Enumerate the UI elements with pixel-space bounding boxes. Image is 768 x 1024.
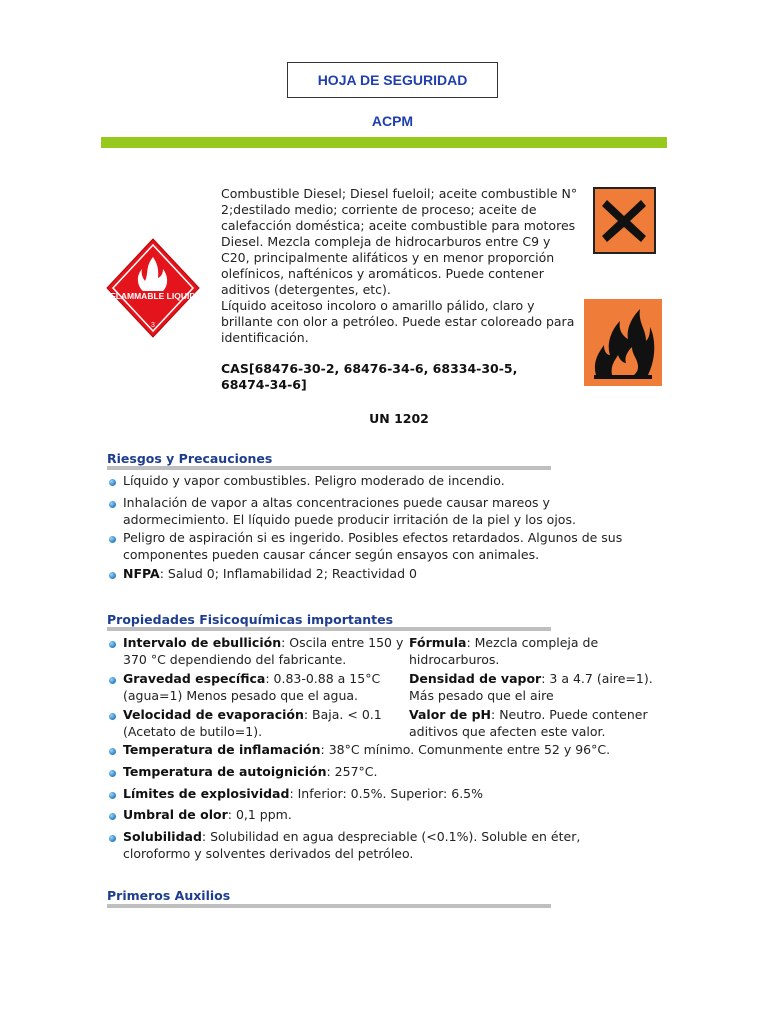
property-specific-gravity: Gravedad específica: 0.83-0.88 a 15°C (agua=1) Menos pesado que el agua. xyxy=(123,671,381,703)
bullet-icon xyxy=(109,677,116,684)
section-divider xyxy=(107,627,551,631)
document-title: HOJA DE SEGURIDAD xyxy=(287,62,498,98)
un-number: UN 1202 xyxy=(369,411,429,426)
list-item-nfpa xyxy=(123,565,523,582)
section-divider xyxy=(107,904,551,908)
diamond-label: FLAMMABLE LIQUID xyxy=(110,291,196,301)
nfpa-value: : Salud 0; Inflamabilidad 2; Reactividad 0 xyxy=(159,566,417,581)
bullet-icon xyxy=(109,641,116,648)
list-item: Líquido y vapor combustibles. Peligro moderado de incendio. xyxy=(123,473,505,488)
flammable-liquid-diamond-icon xyxy=(105,237,201,339)
section-title-primeros-auxilios: Primeros Auxilios xyxy=(107,888,231,903)
bullet-icon xyxy=(109,792,116,799)
description-paragraph: Combustible Diesel; Diesel fueloil; aceite combustible N° 2;destilado medio; corriente de proceso; aceite de calefacción doméstica; aceite combustible para motores Diesel. Mezcla compleja de hidrocarburos entre C9 y C20, principalmente alifáticos y en menor proporción olefínicos, nafténicos y aromáticos. Puede contener aditivos (detergentes, etc). xyxy=(221,186,578,297)
section-divider xyxy=(107,466,551,470)
property-boiling-range: Intervalo de ebullición: Oscila entre 150 y 370 °C dependiendo del fabricante. xyxy=(123,635,404,667)
property-formula: Fórmula: Mezcla compleja de hidrocarburos. xyxy=(409,635,599,667)
harmful-x-icon xyxy=(593,187,656,254)
accent-divider xyxy=(101,137,667,148)
nfpa-label: NFPA xyxy=(123,566,160,581)
bullet-icon xyxy=(109,536,116,543)
bullet-icon xyxy=(109,572,116,579)
property-ph: Valor de pH: Neutro. Puede contener aditivos que afecten este valor. xyxy=(409,707,648,739)
list-item: Inhalación de vapor a altas concentraciones puede causar mareos y adormecimiento. El líquido puede producir irritación de la piel y los ojos. xyxy=(123,495,576,527)
product-description xyxy=(221,186,581,346)
bullet-icon xyxy=(109,713,116,720)
bullet-icon xyxy=(109,748,116,755)
cas-numbers: CAS[68476-30-2, 68476-34-6, 68334-30-5, 68474-34-6] xyxy=(221,361,518,392)
bullet-icon xyxy=(109,813,116,820)
section-title-propiedades: Propiedades Fisicoquímicas importantes xyxy=(107,612,394,627)
property-evaporation-rate: Velocidad de evaporación: Baja. < 0.1 (Acetato de butilo=1). xyxy=(123,707,382,739)
property-autoignition: Temperatura de autoignición: 257°C. xyxy=(123,764,378,779)
flame-icon xyxy=(584,299,662,386)
bullet-icon xyxy=(109,479,116,486)
document-subtitle: ACPM xyxy=(371,113,414,129)
bullet-icon xyxy=(109,770,116,777)
bullet-icon xyxy=(109,501,116,508)
property-flash-point: Temperatura de inflamación: 38°C mínimo. Comunmente entre 52 y 96°C. xyxy=(123,742,611,757)
bullet-icon xyxy=(109,835,116,842)
appearance-paragraph: Líquido aceitoso incoloro o amarillo pálido, claro y brillante con olor a petróleo. Puede estar coloreado para identificación. xyxy=(221,298,575,345)
property-vapor-density: Densidad de vapor: 3 a 4.7 (aire=1). Más pesado que el aire xyxy=(409,671,653,703)
property-explosive-limits: Límites de explosividad: Inferior: 0.5%. Superior: 6.5% xyxy=(123,786,483,801)
property-solubility: Solubilidad: Solubilidad en agua despreciable (<0.1%). Soluble en éter, cloroformo y solventes derivados del petróleo. xyxy=(123,829,581,861)
property-odor-threshold: Umbral de olor: 0,1 ppm. xyxy=(123,807,292,822)
section-title-riesgos: Riesgos y Precauciones xyxy=(107,451,273,466)
diamond-class-number: 3 xyxy=(151,322,155,329)
list-item: Peligro de aspiración si es ingerido. Posibles efectos retardados. Algunos de sus componentes pueden causar cáncer según ensayos con animales. xyxy=(123,530,623,562)
